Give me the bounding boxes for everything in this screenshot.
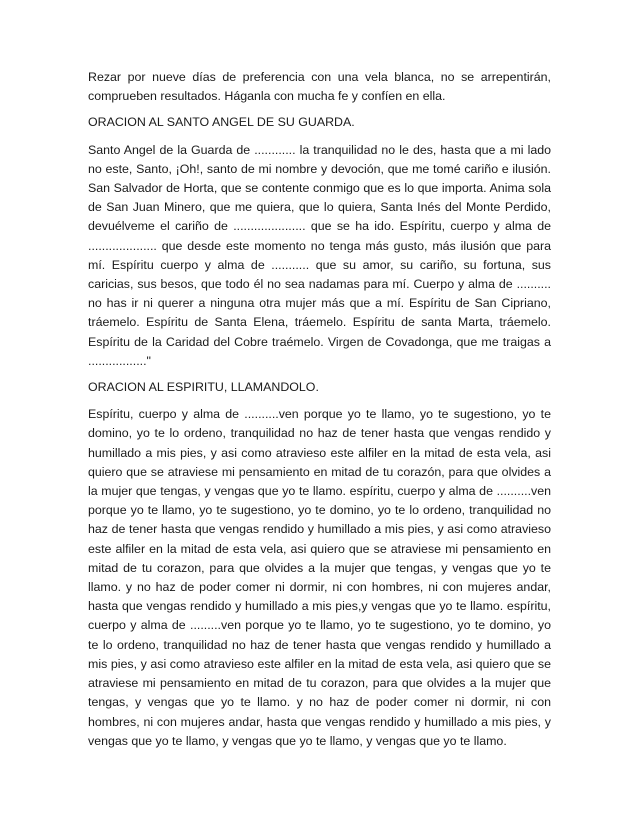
spirit-prayer-text: Espíritu, cuerpo y alma de ..........ven porque yo te llamo, yo te sugestiono, yo te domino, yo te lo ordeno, tranquilidad no haz de tener hasta que vengas rendido y humillado a mis pies, y asi como atravieso este alfiler en la mitad de esta vela, asi quiero que se atraviese mi pensamiento en mitad de tu corazón, para que olvides a la mujer que tengas, y vengas que yo te llamo. espíritu, cuerpo y alma de ..........ven porque yo te llamo, yo te sugestiono, yo te domino, yo te lo ordeno, tranquilidad no haz de tener hasta que vengas rendido y humillado a mis pies, y asi como atravieso este alfiler en la mitad de esta vela, asi quiero que se atraviese mi pensamiento en mitad de tu corazon, para que olvides a la mujer que tengas, y vengas que yo te llamo. y no haz de poder comer ni dormir, ni con hombres, ni con mujeres andar, hasta que vengas rendido y humillado a mis pies,y vengas que yo te llamo. espíritu, cuerpo y alma de .........ven porque yo te llamo, yo te sugestiono, yo te domino, yo te lo ordeno, tranquilidad no haz de tener hasta que vengas rendido y humillado a mis pies, y asi como atravieso este alfiler en la mitad de esta vela, asi quiero que se atraviese mi pensamiento en mitad de tu corazon, para que olvides a la mujer que tengas, y vengas que yo te llamo. y no haz de poder comer ni dormir, ni con hombres, ni con mujeres andar, hasta que vengas rendido y humillado a mis pies, y vengas que yo te llamo, y vengas que yo te llamo, y vengas que yo te llamo.: [88, 407, 551, 748]
heading-guardian-angel-prayer: ORACION AL SANTO ANGEL DE SU GUARDA.: [88, 115, 355, 130]
guardian-angel-prayer-text: Santo Angel de la Guarda de ............ la tranquilidad no le des, hasta que a mi lado no este, Santo, ¡Oh!, santo de mi nombre y devoción, que me tomé cariño e ilusión. San Salvador de Horta, que se contente conmigo que es lo que importa. Anima sola de San Juan Minero, que me quiera, que lo quiera, Santa Inés del Monte Perdido, devuélveme el cariño de ..................... que se ha ido. Espíritu, cuerpo y alma de .................... que desde este momento no tenga más gusto, más ilusión que para mí. Espíritu cuerpo y alma de ........... que su amor, su cariño, su fortuna, sus caricias, sus besos, que todo él no sea nadamas para mí. Cuerpo y alma de .......... no has ir ni querer a ninguna otra mujer más que a mí. Espíritu de San Cipriano, tráemelo. Espíritu de Santa Elena, tráemelo. Espíritu de santa Marta, tráemelo. Espíritu de la Caridad del Cobre traémelo. Virgen de Covadonga, que me traigas a .................": [88, 142, 551, 368]
heading-spirit-prayer: ORACION AL ESPIRITU, LLAMANDOLO.: [88, 380, 319, 395]
intro-paragraph: Rezar por nueve días de preferencia con una vela blanca, no se arrepentirán, comprueben resultados. Háganla con mucha fe y confíen en ella.: [88, 70, 551, 104]
document-page: [88, 68, 551, 758]
